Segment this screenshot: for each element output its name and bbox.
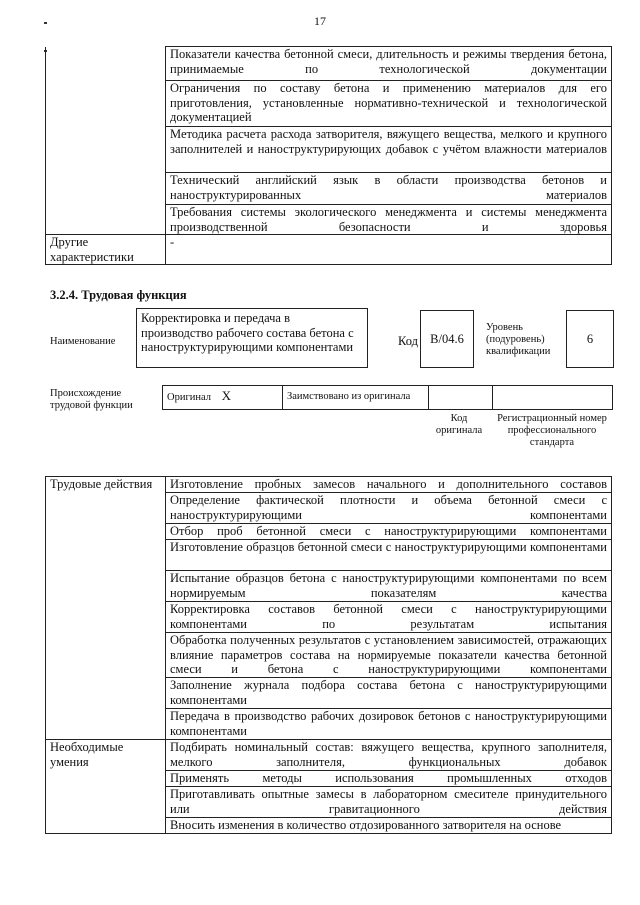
level-label: Уровень (подуровень) квалификации xyxy=(486,322,551,357)
origin-table xyxy=(162,385,613,410)
table-cell: Показатели качества бетонной смеси, длительность и режимы твердения бетона, принимаемые по технологической документации xyxy=(166,47,612,81)
table-cell: Отбор проб бетонной смеси с наноструктурирующими компонентами xyxy=(166,524,612,540)
table-cell: Вносить изменения в количество отдозированного затворителя на основе xyxy=(166,818,612,834)
table-cell: Передача в производство рабочих дозировок бетонов с наноструктурирующими компонентами xyxy=(166,709,612,740)
table-label-cell xyxy=(46,47,166,235)
table-cell: Подбирать номинальный состав: вяжущего вещества, крупного заполнителя, мелкого заполнителя, функциональных добавок xyxy=(166,740,612,771)
page-number: 17 xyxy=(314,14,326,28)
reg-number-cell xyxy=(493,386,613,410)
table-cell: Методика расчета расхода затворителя, вяжущего вещества, мелкого и крупного заполнителей и наноструктурирующих добавок с учётом влажности материалов xyxy=(166,127,612,173)
table-cell: Изготовление образцов бетонной смеси с наноструктурирующими компонентами xyxy=(166,540,612,571)
origin-code-cell xyxy=(429,386,493,410)
original-mark: X xyxy=(221,388,232,404)
table-cell: Приготавливать опытные замесы в лабораторном смесителе принудительного или гравитационного действия xyxy=(166,787,612,818)
reg-number-caption: Регистрационный номер профессионального стандарта xyxy=(497,413,607,448)
table-cell: Ограничения по составу бетона и применению материалов для его приготовления, установленные нормативно-технической и технологической документацией xyxy=(166,81,612,127)
table-label-cell: Трудовые действия xyxy=(46,477,166,740)
table-cell: Применять методы использования промышленных отходов xyxy=(166,771,612,787)
table-cell: Определение фактической плотности и объема бетонной смеси с наноструктурирующими компонентами xyxy=(166,493,612,524)
table-cell: Изготовление пробных замесов начального и дополнительного составов xyxy=(166,477,612,493)
original-cell xyxy=(163,386,283,410)
table-cell: Испытание образцов бетона с наноструктурирующими компонентами по всем нормируемым показателям качества xyxy=(166,571,612,602)
table-cell: Технический английский язык в области производства бетонов и наноструктурированных материалов xyxy=(166,173,612,205)
section-heading: 3.2.4. Трудовая функция xyxy=(50,288,187,302)
original-label: Оригинал xyxy=(167,392,211,404)
table-cell: Корректировка составов бетонной смеси с наноструктурирующими компонентами по результатам испытания xyxy=(166,602,612,633)
name-label: Наименование xyxy=(50,336,116,347)
knowledge-table xyxy=(45,46,612,265)
table-cell: Обработка полученных результатов с установлением зависимостей, отражающих влияние параметров состава на нормируемые показатели качества бетонной смеси и бетона с наноструктурирующими компонентами xyxy=(166,633,612,678)
function-name-box: Корректировка и передача в производство рабочего состава бетона с наноструктурирующими компонентами xyxy=(136,308,368,368)
borrowed-label: Заимствовано из оригинала xyxy=(283,386,429,410)
table-cell: Заполнение журнала подбора состава бетона с наноструктурирующими компонентами xyxy=(166,678,612,709)
code-label: Код xyxy=(398,334,418,348)
origin-code-caption: Код оригинала xyxy=(435,413,483,436)
level-value-box: 6 xyxy=(566,310,614,368)
scan-mark xyxy=(44,22,47,24)
code-value-box: В/04.6 xyxy=(420,310,474,368)
table-cell: Требования системы экологического менеджмента и системы менеджмента производственной безопасности и здоровья xyxy=(166,205,612,235)
labor-function-table xyxy=(45,476,612,834)
table-label-cell: Необходимые умения xyxy=(46,740,166,834)
table-cell: - xyxy=(166,235,612,265)
table-label-cell: Другие характеристики xyxy=(46,235,166,265)
origin-label: Происхождение трудовой функции xyxy=(50,388,133,411)
